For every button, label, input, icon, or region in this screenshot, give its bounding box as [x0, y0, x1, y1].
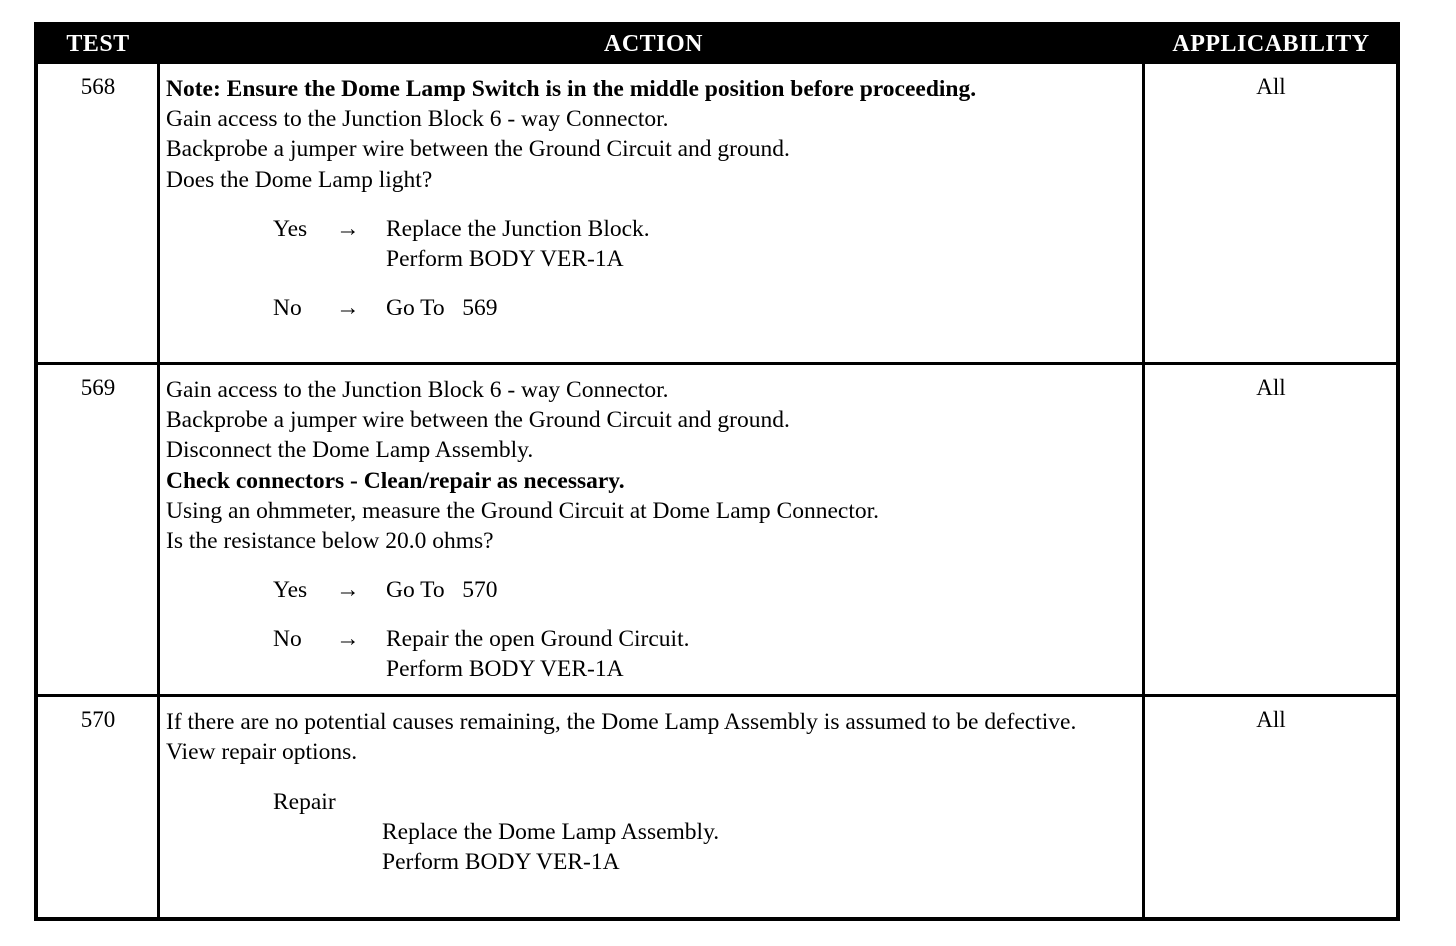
- no-option: [166, 624, 1142, 654]
- action-cell: [166, 707, 1142, 877]
- arrow-icon: →: [336, 215, 360, 242]
- repair-label: Repair: [273, 789, 336, 816]
- action-line: Gain access to the Junction Block 6 - way Connector.: [166, 106, 669, 133]
- option-result: Go To 569: [386, 294, 498, 321]
- option-result: Go To 570: [386, 577, 498, 604]
- arrow-icon: →: [336, 294, 360, 321]
- note-text: Note: Ensure the Dome Lamp Switch is in the middle position before proceeding.: [166, 76, 977, 102]
- header-action: ACTION: [603, 31, 703, 57]
- yes-option: [166, 575, 1142, 605]
- yes-option: [166, 214, 1142, 244]
- option-label: Yes: [273, 577, 308, 604]
- action-line: Backprobe a jumper wire between the Ground Circuit and ground.: [166, 136, 790, 163]
- action-line: If there are no potential causes remaining, the Dome Lamp Assembly is assumed to be defective.: [166, 709, 1077, 735]
- action-cell: [166, 375, 1142, 684]
- applicability-value: All: [1256, 707, 1286, 732]
- action-cell: [166, 74, 1142, 323]
- option-result: Perform BODY VER-1A: [386, 245, 624, 272]
- option-result: Perform BODY VER-1A: [386, 656, 624, 683]
- table-header: [38, 26, 1396, 64]
- option-label: Yes: [273, 215, 308, 242]
- action-line: Gain access to the Junction Block 6 - way Connector.: [166, 377, 669, 403]
- yes-option-continued: [166, 244, 1142, 274]
- header-applicability: APPLICABILITY: [1172, 31, 1370, 57]
- repair-result-continued: [166, 847, 1142, 877]
- action-line: Using an ohmmeter, measure the Ground Circuit at Dome Lamp Connector.: [166, 497, 880, 524]
- test-number: 568: [80, 74, 116, 99]
- no-option-continued: [166, 654, 1142, 684]
- action-line: Backprobe a jumper wire between the Ground Circuit and ground.: [166, 407, 790, 434]
- action-line: Is the resistance below 20.0 ohms?: [166, 528, 494, 555]
- option-result: Replace the Dome Lamp Assembly.: [382, 819, 720, 846]
- no-option: [166, 293, 1142, 323]
- option-result: Perform BODY VER-1A: [382, 849, 620, 876]
- option-result: Replace the Junction Block.: [386, 215, 650, 242]
- repair-option: [166, 787, 1142, 817]
- test-number: 569: [80, 375, 116, 400]
- table-row: [38, 365, 1396, 694]
- diagnostic-table: [34, 22, 1400, 921]
- applicability-value: All: [1256, 375, 1286, 400]
- repair-result: [166, 817, 1142, 847]
- bold-instruction: Check connectors - Clean/repair as necessary.: [166, 467, 625, 494]
- action-line: View repair options.: [166, 739, 358, 766]
- action-line: Does the Dome Lamp light?: [166, 166, 433, 193]
- arrow-icon: →: [336, 626, 360, 653]
- option-result: Repair the open Ground Circuit.: [386, 626, 690, 653]
- table-row: [38, 697, 1396, 917]
- test-number: 570: [80, 707, 116, 732]
- applicability-value: All: [1256, 74, 1286, 99]
- header-test: TEST: [66, 31, 130, 57]
- table-row: [38, 64, 1396, 362]
- action-line: Disconnect the Dome Lamp Assembly.: [166, 437, 534, 464]
- option-label: No: [273, 294, 302, 321]
- option-label: No: [273, 626, 302, 653]
- arrow-icon: →: [336, 577, 360, 604]
